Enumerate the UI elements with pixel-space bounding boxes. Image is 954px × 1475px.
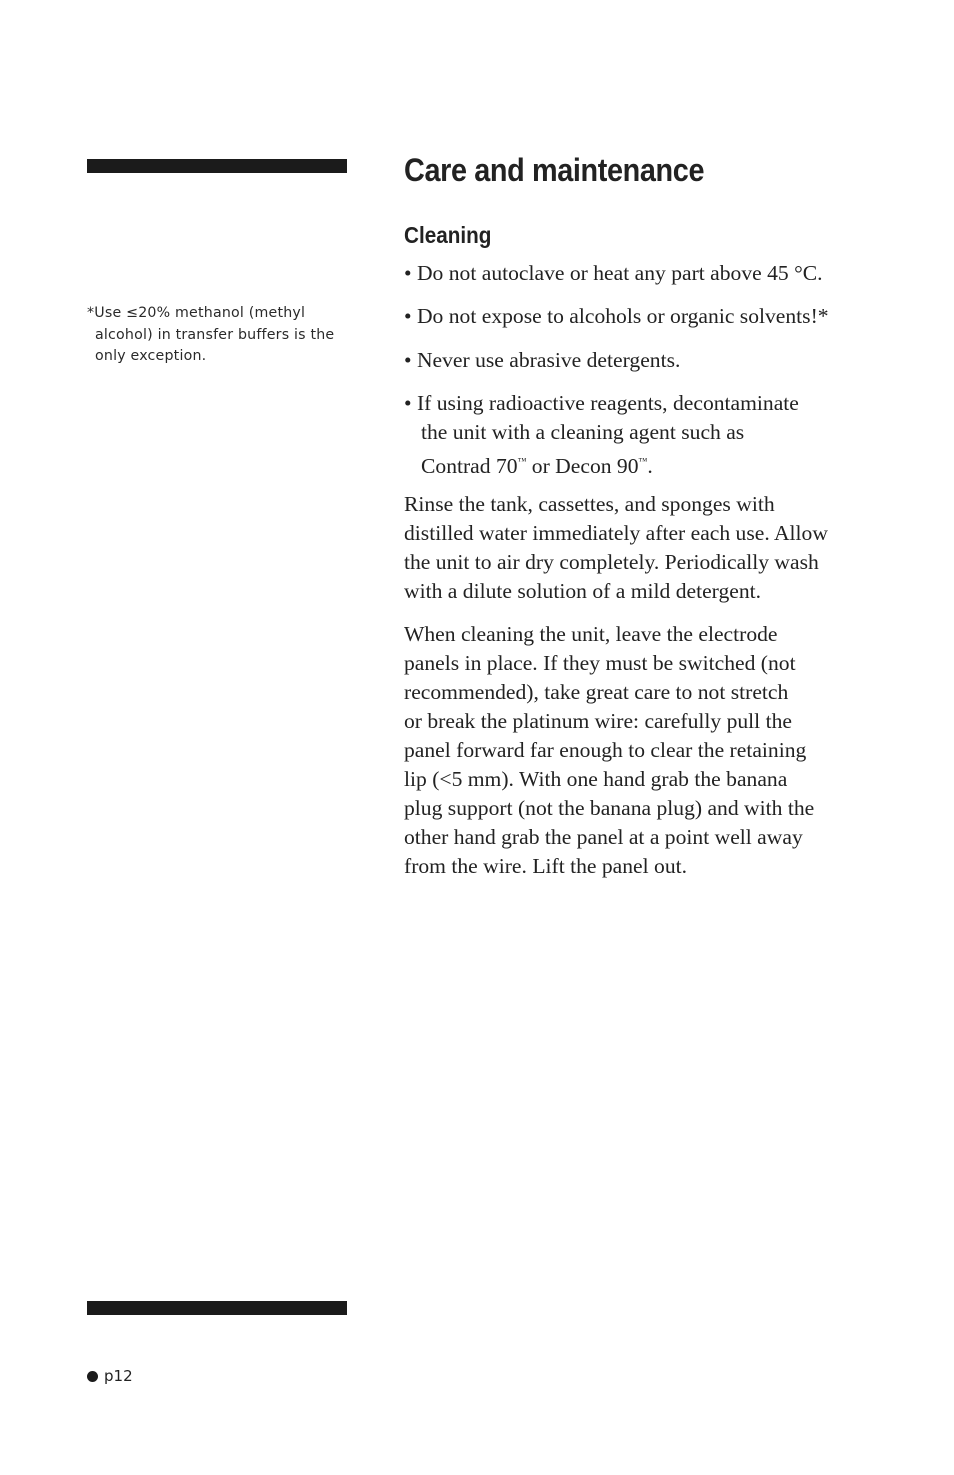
page-footer [87,1367,133,1385]
paragraph-line: Rinse the tank, cassettes, and sponges with [404,492,775,516]
paragraph-line: panel forward far enough to clear the retaining [404,738,807,762]
bullet-text: • If using radioactive reagents, decontaminate [404,391,799,415]
paragraph-line: the unit to air dry completely. Periodically wash [404,550,819,574]
bullet-text: . [647,454,653,478]
page-number: p12 [104,1367,133,1385]
paragraph-line: with a dilute solution of a mild detergent. [404,579,762,603]
bullet-item [404,346,680,375]
bullet-dot-icon [87,1371,98,1382]
paragraph-line: When cleaning the unit, leave the electrode [404,622,778,646]
trademark-symbol: ™ [517,456,527,466]
paragraph-line: from the wire. Lift the panel out. [404,854,688,878]
bullet-text: • Do not autoclave or heat any part above 45 °C. [404,261,823,285]
sidenote-footnote [87,303,349,368]
paragraph-line: panels in place. If they must be switched (not [404,651,796,675]
paragraph-line: other hand grab the panel at a point well away [404,825,803,849]
section-title: Cleaning [404,222,492,248]
sidenote-line: *Use ≤20% methanol (methyl [87,305,306,321]
paragraph-line: plug support (not the banana plug) and with the [404,796,815,820]
bullet-text-line [404,447,799,481]
paragraph-rinse [404,490,828,606]
bullet-text: Contrad 70 [421,454,518,478]
paragraph-line: lip (<5 mm). With one hand grab the banana [404,767,788,791]
sidenote-line: alcohol) in transfer buffers is the [95,326,335,343]
bullet-text: • Do not expose to alcohols or organic solvents!* [404,304,829,328]
bullet-item [404,389,799,481]
bullet-item [404,259,823,288]
page-title: Care and maintenance [404,152,705,188]
bullet-item [404,302,829,331]
paragraph-line: distilled water immediately after each use. Allow [404,521,828,545]
paragraph-line: or break the platinum wire: carefully pull the [404,709,792,733]
top-rule [87,159,347,173]
paragraph-line: recommended), take great care to not stretch [404,680,789,704]
trademark-symbol: ™ [638,456,648,466]
bullet-text: or Decon 90 [526,454,639,478]
bottom-rule [87,1301,347,1315]
sidenote-line: only exception. [95,348,207,364]
bullet-text: the unit with a cleaning agent such as [421,420,745,444]
bullet-text: • Never use abrasive detergents. [404,348,681,372]
paragraph-electrode [404,620,814,881]
